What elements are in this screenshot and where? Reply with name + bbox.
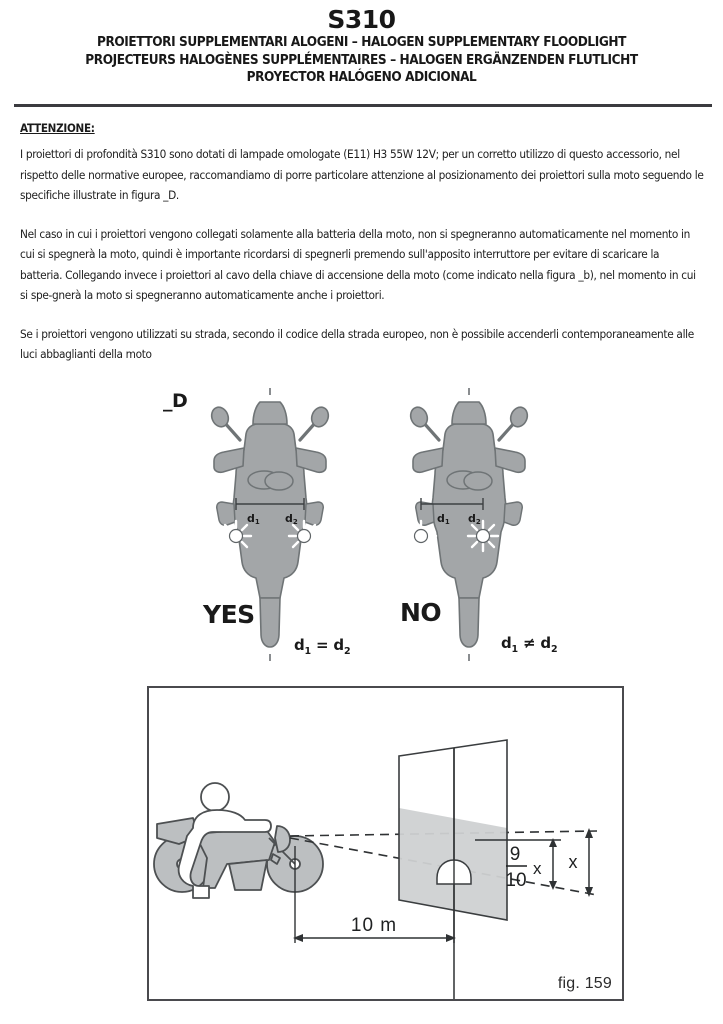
eq-no-d2: d: [540, 634, 551, 652]
attention-heading: ATTENZIONE:: [20, 122, 95, 135]
equation-yes: [294, 636, 350, 657]
verdict-yes: YES: [203, 600, 255, 629]
eq-no-sub2: 2: [550, 644, 558, 655]
equation-no: [501, 634, 557, 655]
lamp-left-yes: [221, 521, 251, 551]
subtitle-line-2: PROJECTEURS HALOGÈNES SUPPLÉMENTAIRES – HALOGEN ERGÄNZENDEN FLUTLICHT: [85, 52, 638, 68]
figure-caption: fig. 159: [557, 975, 612, 992]
eq-yes-d2: d: [333, 636, 344, 654]
eq-yes-sub1: 1: [304, 646, 311, 657]
dim-label-d2-no: d2: [468, 512, 481, 526]
page-title: S310: [327, 5, 396, 34]
paragraph-2: Nel caso in cui i proiettori vengono collegati solamente alla batteria della moto, non si spegneranno automaticamente nel momento in cui si spegnerà la moto, quindi è importante ricordarsi di spegnerli premendo sull'apposito interruttore per evitare di scaricare la batteria. Collegando invece i proiettori al cavo della chiave di accensione della moto (come indicato nella figura _b), nel momento in cui si spe-gnerà la moto si spegneranno automaticamente anche i proiettori.: [20, 227, 696, 302]
verdict-no: NO: [400, 598, 442, 627]
body-copy: [20, 122, 704, 384]
dim-label-d1-yes: d1: [247, 512, 260, 526]
lamp-left-no: [406, 521, 436, 551]
paragraph-3: Se i proiettori vengono utilizzati su strada, secondo il codice della strada europeo, non è possibile accenderli contemporaneamente alle luci abbaglianti della moto: [20, 327, 694, 361]
paragraph-1: I proiettori di profondità S310 sono dotati di lampade omologate (E11) H3 55W 12V; per un corretto utilizzo di questo accessorio, nel rispetto delle normative europee, raccomandiamo di porre particolare attenzione al posizionamento dei proiettori sulla moto seguendo le specifiche illustrate in figura _D.: [20, 148, 704, 202]
subtitle-line-1: PROIETTORI SUPPLEMENTARI ALOGENI – HALOGEN SUPPLEMENTARY FLOODLIGHT: [96, 35, 626, 50]
distance-label: 10 m: [350, 915, 398, 936]
figure-159-diagram: [149, 688, 622, 999]
eq-no-op: ≠: [517, 634, 541, 652]
lamp-right-no: [468, 521, 498, 551]
rider-motorcycle-side-view: [154, 783, 323, 898]
dim-label-d1-no: d1: [437, 512, 450, 526]
eq-yes-op: =: [310, 636, 334, 654]
header-divider: [14, 104, 712, 107]
projection-screen: [399, 740, 507, 999]
eq-no-sub1: 1: [511, 644, 518, 655]
eq-yes-sub2: 2: [343, 646, 351, 657]
height-x-label: x: [568, 852, 578, 872]
figure-d-label: _D: [163, 390, 188, 412]
fraction-denominator: 10: [505, 870, 527, 891]
eq-no-d1: d: [501, 634, 512, 652]
figure-159-box: [147, 686, 624, 1001]
fraction-numerator: 9: [509, 844, 521, 865]
eq-yes-d1: d: [294, 636, 305, 654]
subtitle-line-3: PROYECTOR HALÓGENO ADICIONAL: [246, 70, 477, 85]
fraction-variable: x: [533, 859, 542, 878]
document-header: [0, 0, 723, 87]
height-fraction-label: [505, 844, 542, 891]
figure-d-diagram: [0, 376, 723, 676]
dim-label-d2-yes: d2: [285, 512, 298, 526]
